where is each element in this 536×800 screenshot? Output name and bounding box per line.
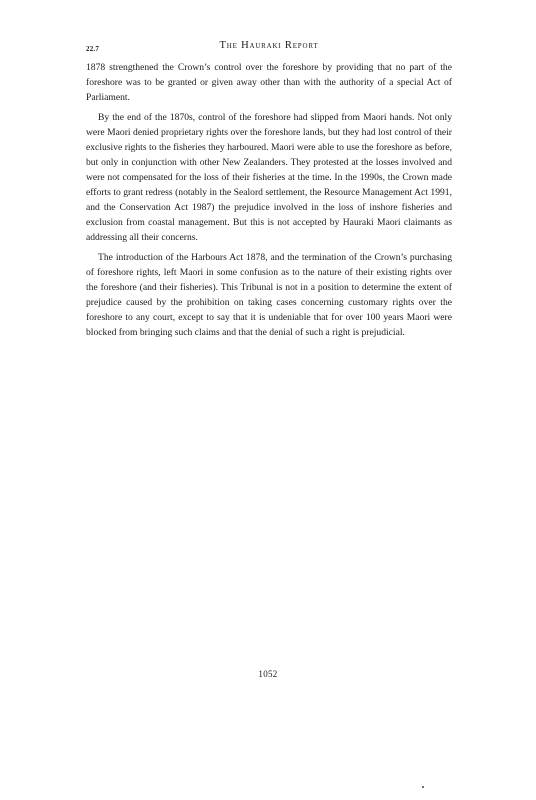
body-text xyxy=(86,60,452,344)
paragraph: The introduction of the Harbours Act 1878, and the termination of the Crown’s purchasing of foreshore rights, left Maori in some confusion as to the nature of their existing rights over the foreshore (and their fisheries). This Tribunal is not in a position to determine the extent of prejudice caused by the prohibition on taking cases concerning customary rights over the foreshore to any court, except to say that it is undeniable that for over 100 years Maori were blocked from bringing such claims and that the denial of such a right is prejudicial. xyxy=(86,251,452,338)
running-title: The Hauraki Report xyxy=(219,40,319,51)
page-number: 1052 xyxy=(258,669,278,679)
paragraph: By the end of the 1870s, control of the foreshore had slipped from Maori hands. Not only were Maori denied proprietary rights over the foreshore lands, but they had lost control of their exclusive rights to the fisheries they harboured. Maori were able to use the foreshore as before, but only in conjunction with other New Zealanders. They protested at the losses involved and were not compensated for the loss of their fisheries at the time. In the 1990s, the Crown made efforts to grant redress (notably in the Sealord settlement, the Resource Management Act 1991, and the Conservation Act 1987) the prejudice involved in the loss of inshore fisheries and exclusion from coastal management. But this is not accepted by Hauraki Maori claimants as addressing all their concerns. xyxy=(86,111,452,244)
paragraph-continuation: 1878 strengthened the Crown’s control over the foreshore by providing that no part of the foreshore was to be granted or given away other than with the authority of a special Act of Parliament. xyxy=(86,62,452,104)
page-header xyxy=(86,40,452,56)
section-number: 22.7 xyxy=(86,45,100,53)
scan-speck xyxy=(422,786,424,788)
